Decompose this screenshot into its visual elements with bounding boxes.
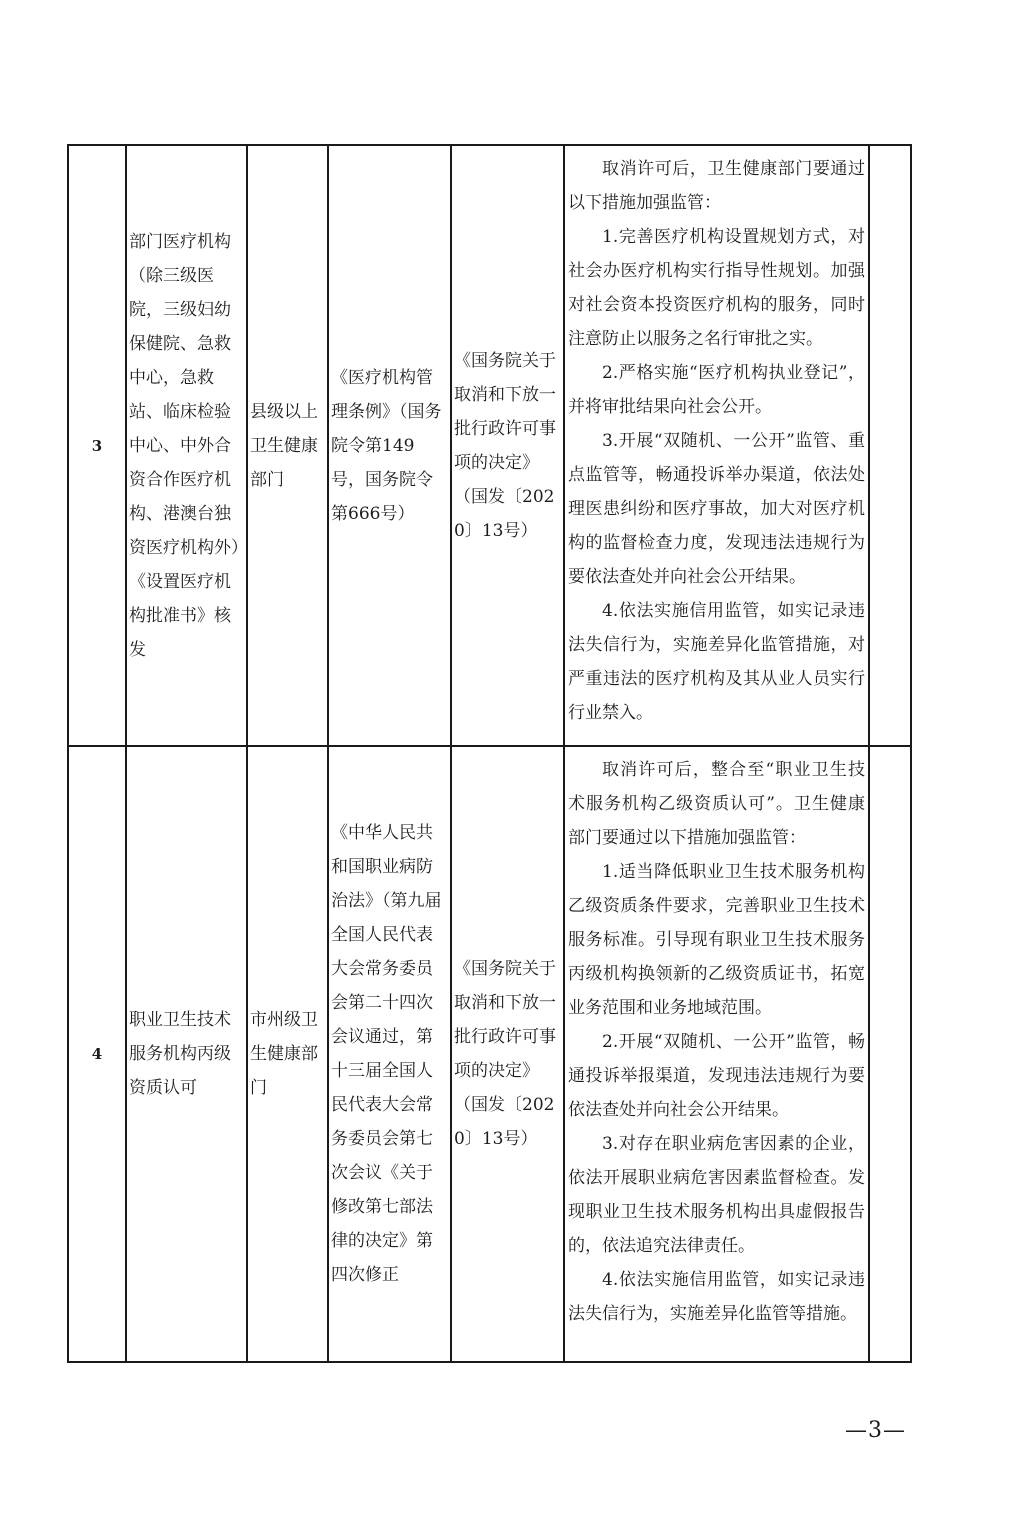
measure-paragraph: 3.开展“双随机、一公开”监管、重点监管等，畅通投诉举办渠道，依法处理医患纠纷和医疗事故，加大对医疗机构的监督检查力度，发现违法违规行为要依法查处并向社会公开结果。 <box>568 431 865 587</box>
table-row <box>68 746 911 1362</box>
measure-paragraph: 2.严格实施“医疗机构执业登记”，并将审批结果向社会公开。 <box>568 363 865 417</box>
row-number: 3 <box>68 145 126 746</box>
table-row <box>68 145 911 746</box>
supervision-measures <box>564 746 869 1362</box>
implementing-authority: 市州级卫生健康部门 <box>247 746 328 1362</box>
measure-paragraph: 4.依法实施信用监管，如实记录违法失信行为，实施差异化监管等措施。 <box>568 1270 865 1324</box>
measure-paragraph: 4.依法实施信用监管，如实记录违法失信行为，实施差异化监管措施，对严重违法的医疗机构及其从业人员实行行业禁入。 <box>568 601 865 723</box>
remarks-cell <box>869 145 911 746</box>
legal-basis: 《中华人民共和国职业病防治法》（第九届全国人民代表大会常务委员会第二十四次会议通过，第十三届全国人民代表大会常务委员会第七次会议《关于修改第七部法律的决定》第四次修正 <box>328 746 451 1362</box>
item-name: 职业卫生技术服务机构丙级资质认可 <box>126 746 247 1362</box>
row-number: 4 <box>68 746 126 1362</box>
measure-paragraph: 2.开展“双随机、一公开”监管，畅通投诉举报渠道，发现违法违规行为要依法查处并向社会公开结果。 <box>568 1032 865 1120</box>
measure-paragraph: 3.对存在职业病危害因素的企业，依法开展职业病危害因素监督检查。发现职业卫生技术服务机构出具虚假报告的，依法追究法律责任。 <box>568 1134 865 1256</box>
legal-basis: 《医疗机构管理条例》（国务院令第149号，国务院令第666号） <box>328 145 451 746</box>
remarks-cell <box>869 746 911 1362</box>
decision-document: 《国务院关于取消和下放一批行政许可事项的决定》（国发〔2020〕13号） <box>451 145 564 746</box>
measure-paragraph: 取消许可后，卫生健康部门要通过以下措施加强监管： <box>568 159 865 213</box>
decision-document: 《国务院关于取消和下放一批行政许可事项的决定》（国发〔2020〕13号） <box>451 746 564 1362</box>
supervision-measures <box>564 145 869 746</box>
page-number: —3— <box>845 1418 906 1443</box>
item-name: 部门医疗机构（除三级医院，三级妇幼保健院、急救中心，急救站、临床检验中心、中外合资合作医疗机构、港澳台独资医疗机构外）《设置医疗机构批准书》核发 <box>126 145 247 746</box>
measure-paragraph: 取消许可后，整合至“职业卫生技术服务机构乙级资质认可”。卫生健康部门要通过以下措施加强监管： <box>568 760 865 848</box>
implementing-authority: 县级以上卫生健康部门 <box>247 145 328 746</box>
measure-paragraph: 1.完善医疗机构设置规划方式，对社会办医疗机构实行指导性规划。加强对社会资本投资医疗机构的服务，同时注意防止以服务之名行审批之实。 <box>568 227 865 349</box>
measure-paragraph: 1.适当降低职业卫生技术服务机构乙级资质条件要求，完善职业卫生技术服务标准。引导现有职业卫生技术服务丙级机构换领新的乙级资质证书，拓宽业务范围和业务地域范围。 <box>568 862 865 1018</box>
policy-table <box>67 144 912 1363</box>
